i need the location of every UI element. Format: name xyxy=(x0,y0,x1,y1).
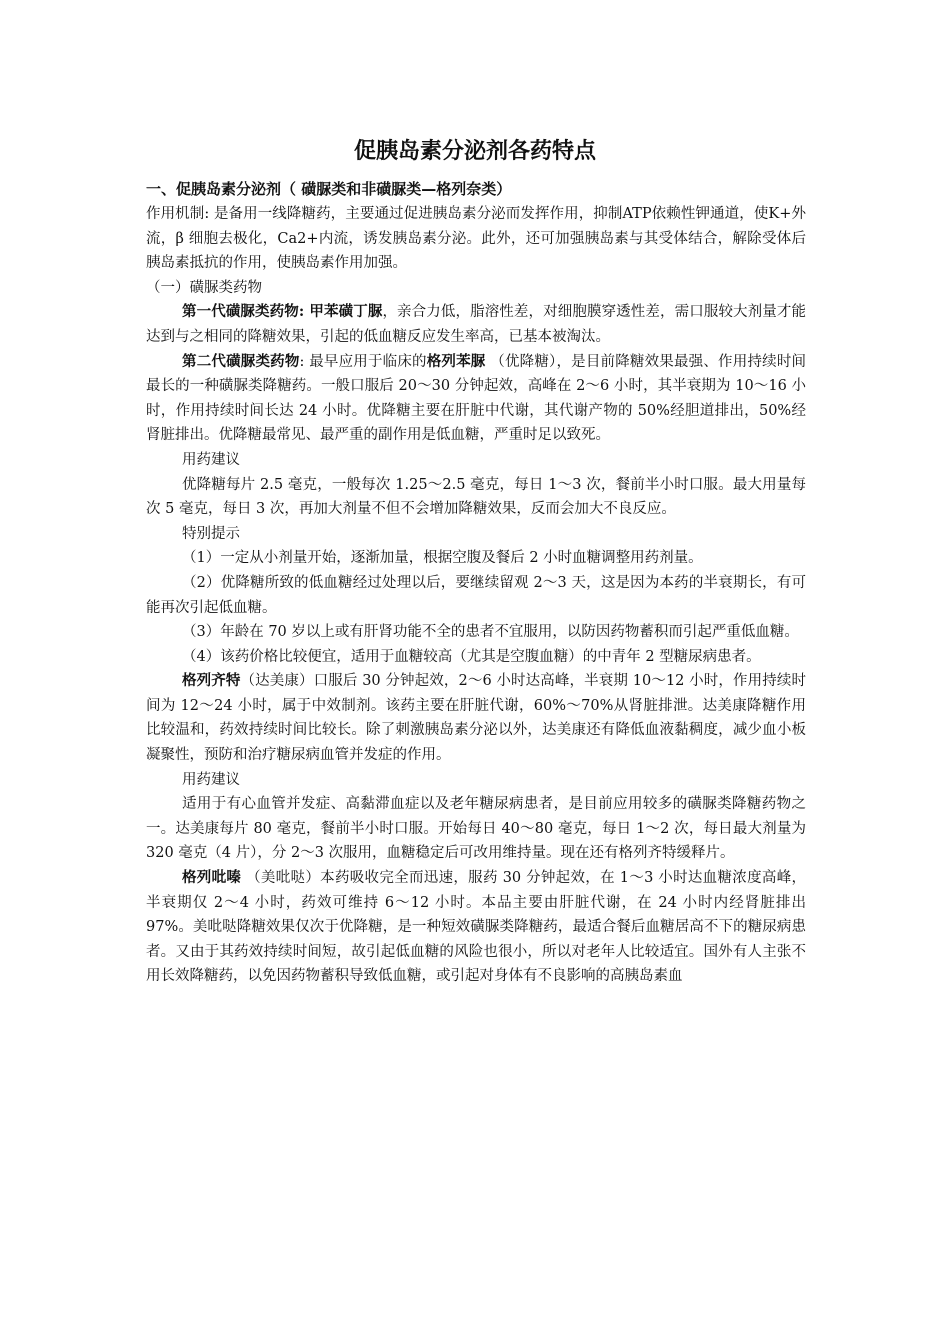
special-tips-label: 特别提示 xyxy=(182,525,240,542)
glipizide-paragraph xyxy=(146,866,806,989)
document-body xyxy=(146,202,806,989)
gliclazide-drug: 格列齐特 xyxy=(182,672,241,690)
glipizide-text: （美吡哒）本药吸收完全而迅速，服药 30 分钟起效，在 1～3 小时达血糖浓度高峰，半衰期仅 2～4 小时，药效可维持 6～12 小时。本品主要由肝脏代谢，在 24 小时内经肾脏排出 97%。美吡哒降糖效果仅次于优降糖，是一种短效磺脲类降糖药，最适合餐后血糖居高不下的糖尿病患者。又由于其药效持续时间短，故引起低血糖的风险也很小，所以对老年人比较适宜。国外有人主张不用长效降糖药，以免因药物蓄积导致低血糖，或引起对身体有不良影响的高胰岛素血 xyxy=(146,870,806,985)
gen2-paragraph xyxy=(146,350,806,448)
advice-paragraph: 优降糖每片 2.5 毫克，一般每次 1.25～2.5 毫克，每日 1～3 次，餐前半小时口服。最大用量每次 5 毫克，每日 3 次，再加大剂量不但不会增加降糖效果，反而会加大不良反应。 xyxy=(146,476,806,518)
page-title: 促胰岛素分泌剂各药特点 xyxy=(353,139,596,164)
tip-item: （1）一定从小剂量开始，逐渐加量，根据空腹及餐后 2 小时血糖调整用药剂量。 xyxy=(182,550,703,567)
gen1-colon: : xyxy=(298,303,310,321)
tip-item: （2）优降糖所致的低血糖经过处理以后，要继续留观 2～3 天，这是因为本药的半衰期长，有可能再次引起低血糖。 xyxy=(146,574,806,616)
section-heading: 一、促胰岛素分泌剂（ 磺脲类和非磺脲类—格列奈类） xyxy=(146,180,512,198)
gen1-drug: 甲苯磺丁脲 xyxy=(309,303,383,321)
advice-label: 用药建议 xyxy=(182,451,240,468)
gen2-text-b: （优降糖），是目前降糖效果最强、作用持续时间最长的一种磺脲类降糖药。一般口服后 20～30 分钟起效，高峰在 2～6 小时，其半衰期为 10～16 小时，作用持续时间长达 24 小时。优降糖主要在肝脏中代谢，其代谢产物的 50%经胆道排出，50%经肾脏排出。优降糖最常见、最严重的副作用是低血糖，严重时足以致死。 xyxy=(146,353,807,444)
advice-paragraph: 适用于有心血管并发症、高黏滞血症以及老年糖尿病患者，是目前应用较多的磺脲类降糖药物之一。达美康每片 80 毫克，餐前半小时口服。开始每日 40～80 毫克，每日 1～2 次，每日最大剂量为 320 毫克（4 片），分 2～3 次服用，血糖稳定后可改用维持量。现在还有格列齐特缓释片。 xyxy=(146,796,806,862)
subsection-heading: （一）磺脲类药物 xyxy=(146,279,262,296)
gen2-text-a: : 最早应用于临床的 xyxy=(299,353,427,370)
gen2-label: 第二代磺脲类药物 xyxy=(182,352,300,370)
glipizide-drug: 格列吡嗪 xyxy=(182,869,242,887)
gen1-label: 第一代磺脲类药物 xyxy=(182,303,299,321)
tip-item: （3）年龄在 70 岁以上或有肝肾功能不全的患者不宜服用，以防因药物蓄积而引起严重低血糖。 xyxy=(182,624,799,641)
gen2-drug: 格列苯脲 xyxy=(426,352,486,370)
gliclazide-text: （达美康）口服后 30 分钟起效，2～6 小时达高峰，半衰期 10～12 小时，作用持续时间为 12～24 小时，属于中效制剂。该药主要在肝脏代谢，60%～70%从肾脏排泄。达美康降糖作用比较温和，药效持续时间比较长。除了刺激胰岛素分泌以外，达美康还有降低血液黏稠度，减少血小板凝聚性，预防和治疗糖尿病血管并发症的作用。 xyxy=(146,673,806,764)
advice-label: 用药建议 xyxy=(182,771,240,788)
gen1-text: ，亲合力低，脂溶性差，对细胞膜穿透性差，需口服较大剂量才能达到与之相同的降糖效果，引起的低血糖反应发生率高，已基本被淘汰。 xyxy=(146,304,806,345)
tip-item: （4）该药价格比较便宜，适用于血糖较高（尤其是空腹血糖）的中青年 2 型糖尿病患者。 xyxy=(182,648,761,665)
gliclazide-paragraph xyxy=(146,669,806,767)
mechanism-paragraph: 作用机制: 是备用一线降糖药，主要通过促进胰岛素分泌而发挥作用，抑制ATP依赖性钾通道，使K+外流，β 细胞去极化，Ca2+内流，诱发胰岛素分泌。此外，还可加强胰岛素与其受体结合，解除受体后胰岛素抵抗的作用，使胰岛素作用加强。 xyxy=(146,206,806,272)
gen1-paragraph xyxy=(146,300,806,349)
